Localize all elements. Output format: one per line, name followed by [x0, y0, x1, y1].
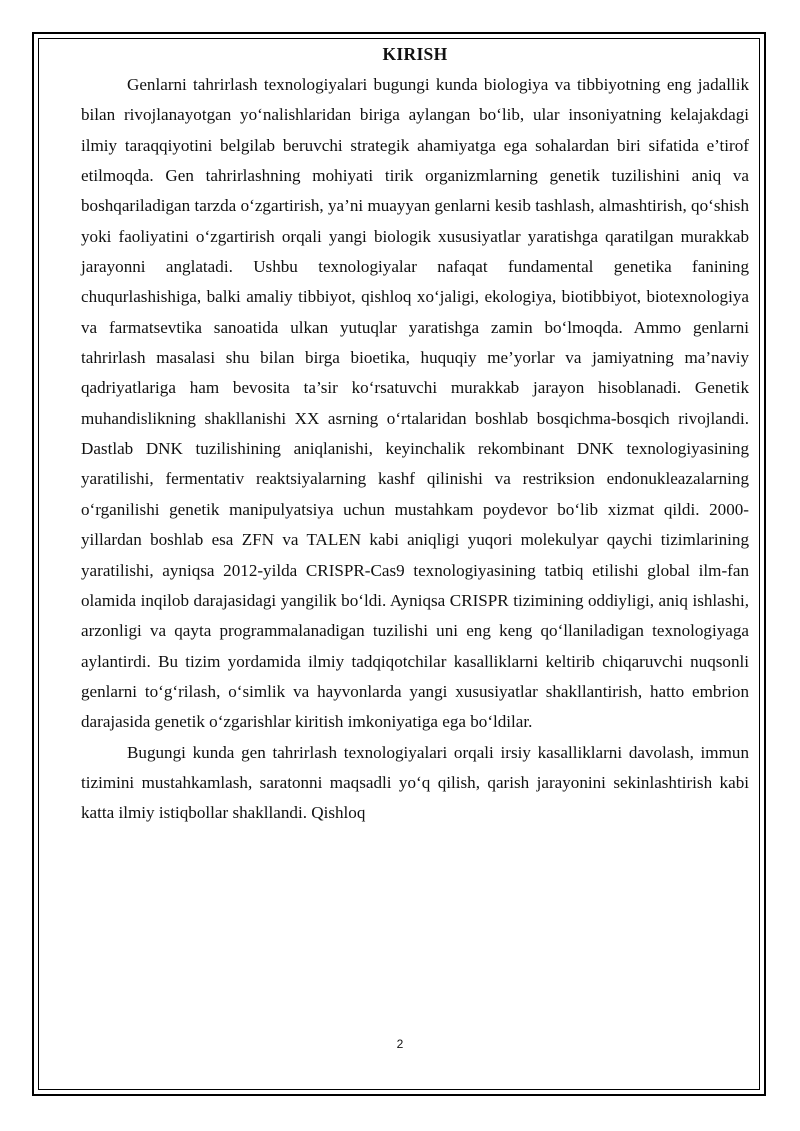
page-title: KIRISH	[382, 44, 448, 64]
paragraph-2: Bugungi kunda gen tahrirlash texnologiyalari orqali irsiy kasalliklarni davolash, immun tizimini mustahkamlash, saratonni maqsadli yo‘q qilish, qarish jarayonini sekinlashtirish kabi katta ilmiy istiqbollar shakllandi. Qishloq	[81, 742, 749, 823]
paragraph-1: Genlarni tahrirlash texnologiyalari bugungi kunda biologiya va tibbiyotning eng jadallik bilan rivojlanayotgan yo‘nalishlaridan biriga aylangan bo‘lib, ular insoniyatning kelajakdagi ilmiy taraqqiyotini belgilab beruvchi strategik ahamiyatga ega sohalardan biri sifatida e’tirof etilmoqda. Gen tahrirlashning mohiyati tirik organizmlarning genetik tuzilishini aniq va boshqariladigan tarzda o‘zgartirish, ya’ni muayyan genlarni kesib tashlash, almashtirish, qo‘shish yoki faoliyatini o‘zgartirish orqali yangi biologik xususiyatlar yaratishga qaratilgan murakkab jarayonni anglatadi. Ushbu texnologiyalar nafaqat fundamental genetika fanining chuqurlashishiga, balki amaliy tibbiyot, qishloq xo‘jaligi, ekologiya, biotibbiyot, biotexnologiya va farmatsevtika sanoatida ulkan yutuqlar yaratishga zamin bo‘lmoqda. Ammo genlarni tahrirlash masalasi shu bilan birga bioetika, huquqiy me’yorlar va jamiyatning ma’naviy qadriyatlariga ham bevosita ta’sir ko‘rsatuvchi murakkab jarayon hisoblanadi. Genetik muhandislikning shakllanishi XX asrning o‘rtalaridan boshlab bosqichma-bosqich rivojlandi. Dastlab DNK tuzilishining aniqlanishi, keyinchalik rekombinant DNK texnologiyasining yaratilishi, fermentativ reaktsiyalarning kashf qilinishi va restriksion endonukleazalarning o‘rganilishi genetik manipulyatsiya uchun mustahkam poydevor bo‘lib xizmat qildi. 2000-yillardan boshlab esa ZFN va TALEN kabi aniqligi yuqori molekulyar qaychi tizimlarining yaratilishi, ayniqsa 2012-yilda CRISPR-Cas9 texnologiyasining tatbiq etilishi global ilm-fan olamida inqilob darajasidagi yangilik bo‘ldi. Ayniqsa CRISPR tizimining oddiyligi, aniq ishlashi, arzonligi va qayta programmalanadigan tuzilishi uni eng keng qo‘llaniladigan texnologiyaga aylantirdi. Bu tizim yordamida ilmiy tadqiqotchilar kasalliklarni keltirib chiqaruvchi nuqsonli genlarni to‘g‘rilash, o‘simlik va hayvonlarda yangi xususiyatlar shakllantirish, hatto embrion darajasida genetik o‘zgarishlar kiritish imkoniyatiga ega bo‘ldilar.	[81, 75, 749, 732]
page-content	[81, 42, 749, 829]
page-number: 2	[396, 1037, 404, 1051]
